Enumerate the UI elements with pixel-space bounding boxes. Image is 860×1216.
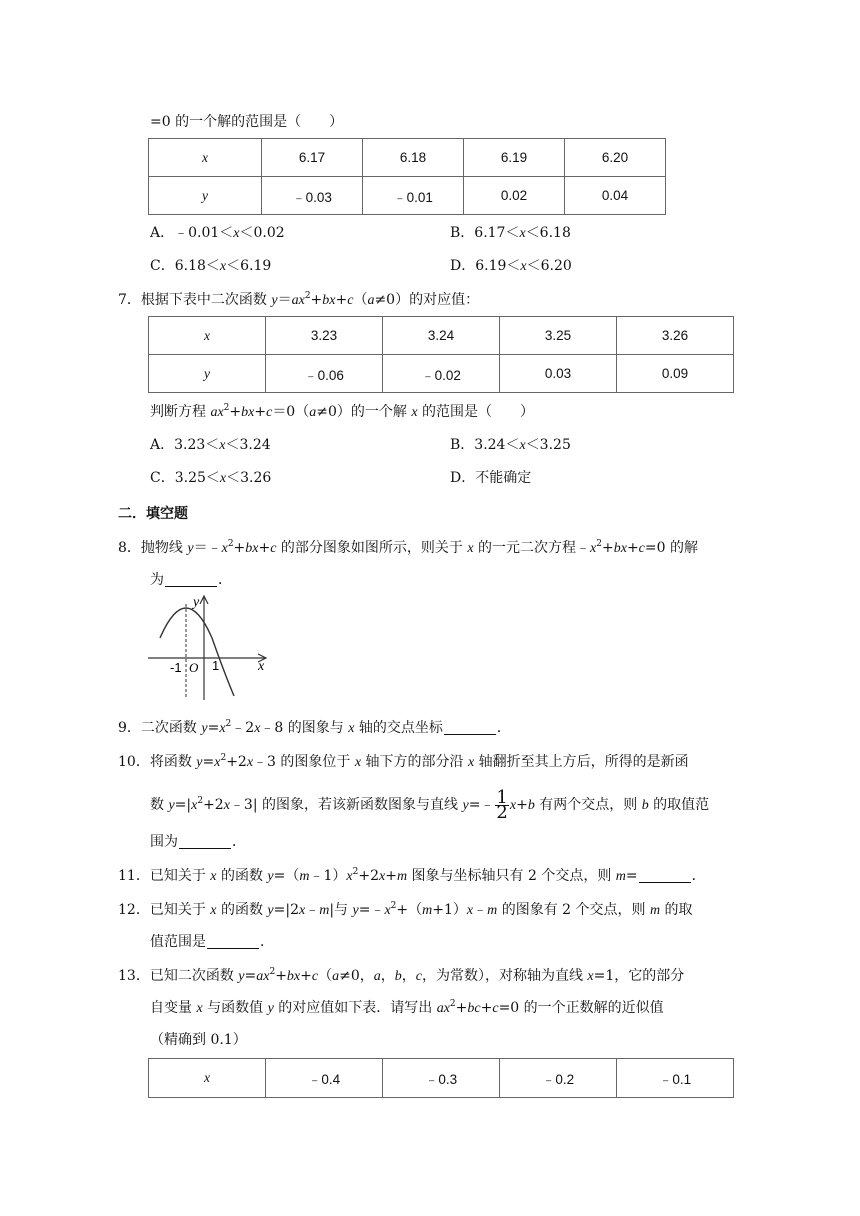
q11-stem: 11．已知关于 x 的函数 $y=(m﹣1)x^2+2x+m$ 图象与坐标轴只有 2 个交点，则 m= ． xyxy=(118,867,706,884)
table-cell: 0.09 xyxy=(617,355,734,393)
q7-option-b: B．3.24＜x＜3.25 xyxy=(450,437,571,453)
table-cell: 3.23 xyxy=(266,317,383,355)
fraction-one-half: $\frac{1}{2}$ xyxy=(496,786,508,823)
q12-stem: 12．已知关于 x 的函数 y=|2x﹣m|与 $y=﹣x^2+(m+1)x﹣m$ 的图象有 2 个交点，则 m 的取 xyxy=(118,901,693,918)
answer-blank[interactable] xyxy=(444,720,496,735)
table-cell: 0.03 xyxy=(500,355,617,393)
q6-option-b: B．6.17＜x＜6.18 xyxy=(450,225,571,241)
q6-option-a: A．﹣0.01＜x＜0.02 xyxy=(150,225,285,241)
q8-stem-line2: 为 ． xyxy=(150,572,232,588)
q10-stem-line2: 数 $y=|x^2+2x﹣3|$ 的图象，若该新函数图象与直线 y=﹣ $\frac{1}{2}$ x+b 有两个交点，则 b 的取值范 xyxy=(150,786,710,823)
q7-value-table xyxy=(148,316,734,393)
graph-label-y: y xyxy=(193,595,200,610)
q6-value-table xyxy=(148,138,666,215)
q6-option-c: C．6.18＜x＜6.19 xyxy=(150,258,272,274)
graph-label-neg1: -1 xyxy=(170,660,182,675)
table-cell: ﹣0.01 xyxy=(363,177,464,215)
q8-parabola-graph xyxy=(148,590,270,702)
table-cell: 3.24 xyxy=(383,317,500,355)
q7-option-c: C．3.25＜x＜3.26 xyxy=(150,470,272,486)
q13-value-table xyxy=(148,1058,734,1098)
table-cell: ﹣0.02 xyxy=(383,355,500,393)
table-cell: ﹣0.06 xyxy=(266,355,383,393)
answer-blank[interactable] xyxy=(207,934,259,949)
table-header-y: y xyxy=(149,355,266,393)
q7-option-a: A．3.23＜x＜3.24 xyxy=(150,437,271,453)
graph-label-x: x xyxy=(258,659,265,674)
table-header-x: x xyxy=(149,317,266,355)
table-header-y: y xyxy=(149,177,262,215)
graph-label-origin: O xyxy=(189,660,199,675)
table-cell: ﹣0.4 xyxy=(266,1059,383,1098)
q10-stem: 10．将函数 $y=x^2+2x﹣3$ 的图象位于 x 轴下方的部分沿 x 轴翻折至其上方后，所得的是新函 xyxy=(118,753,689,770)
q12-stem-line2: 值范围是 ． xyxy=(150,934,274,950)
q10-stem-line3: 围为 ． xyxy=(150,834,246,850)
table-cell: 0.04 xyxy=(565,177,666,215)
q9-stem: 9．二次函数 $y=x^2﹣2x﹣8$ 的图象与 x 轴的交点坐标 ． xyxy=(118,719,511,736)
graph-label-1: 1 xyxy=(212,658,220,673)
table-cell: ﹣0.3 xyxy=(383,1059,500,1098)
q6-stem-tail: =0 的一个解的范围是（ ） xyxy=(150,114,344,130)
table-cell: ﹣0.2 xyxy=(500,1059,617,1098)
q7-judge-text: 判断方程 $ax^2+bx+c=0(a\ne 0)$的一个解 x 的范围是（ ） xyxy=(150,403,534,420)
table-cell: 6.19 xyxy=(464,139,565,177)
table-cell: 0.02 xyxy=(464,177,565,215)
q13-stem-line2: 自变量 x 与函数值 y 的对应值如下表．请写出 $ax^2+bc+c=0$ 的一个正数解的近似值 xyxy=(150,999,664,1016)
q13-stem: 13．已知二次函数 $y=ax^2+bx+c(a\ne 0$，a，b，c，为常数），对称轴为直线 x=1，它的部分 xyxy=(118,967,685,984)
table-header-x: x xyxy=(149,1059,266,1098)
table-header-x: x xyxy=(149,139,262,177)
section-heading: 二．填空题 xyxy=(118,506,188,522)
q8-stem: 8．抛物线 $y=﹣x^2+bx+c$ 的部分图象如图所示，则关于 x 的一元二次方程$﹣x^2+bx+c=0$ 的解 xyxy=(118,539,698,556)
answer-blank[interactable] xyxy=(179,834,231,849)
q13-stem-line3: （精确到 0.1） xyxy=(150,1032,247,1048)
table-cell: ﹣0.1 xyxy=(617,1059,734,1098)
q7-stem: 7．根据下表中二次函数 $y=ax^2+bx+c(a\ne 0)$的对应值： xyxy=(118,291,480,308)
table-cell: ﹣0.03 xyxy=(262,177,363,215)
table-cell: 3.26 xyxy=(617,317,734,355)
answer-blank[interactable] xyxy=(639,868,691,883)
table-cell: 3.25 xyxy=(500,317,617,355)
table-cell: 6.18 xyxy=(363,139,464,177)
q7-option-d: D．不能确定 xyxy=(450,470,532,486)
table-cell: 6.17 xyxy=(262,139,363,177)
table-cell: 6.20 xyxy=(565,139,666,177)
answer-blank[interactable] xyxy=(165,572,217,587)
q6-option-d: D．6.19＜x＜6.20 xyxy=(450,258,572,274)
